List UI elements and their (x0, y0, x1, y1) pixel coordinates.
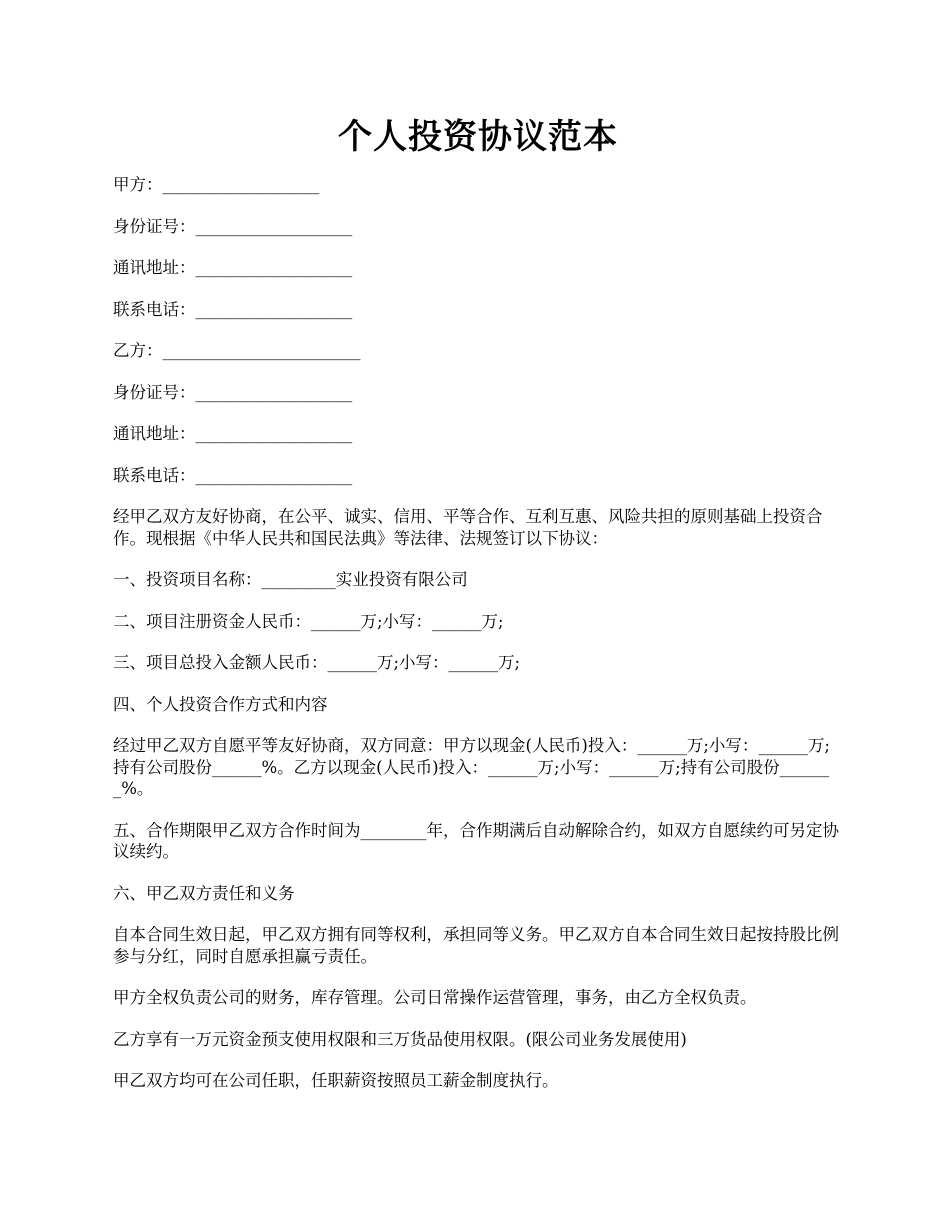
party-a-phone-field (113, 299, 843, 321)
section-2-registered-capital: 二、项目注册资金人民币：______万;小写：______万; (113, 611, 504, 631)
party-b-address-field (113, 423, 843, 445)
preamble-paragraph: 经甲乙双方友好协商，在公平、诚实、信用、平等合作、互利互惠、风险共担的原则基础上投资合作。现根据《中华人民共和国民法典》等法律、法规签订以下协议： (113, 507, 823, 548)
party-a-name-line: 甲方：___________________ (113, 175, 320, 194)
section-4-content: 经过甲乙双方自愿平等友好协商，双方同意：甲方以现金(人民币)投入：______万;小写：______万;持有公司股份______%。乙方以现金(人民币)投入：______万;小写：______万;持有公司股份_______%。 (113, 736, 830, 798)
section-6-rights-paragraph: 自本合同生效日起，甲乙双方拥有同等权利，承担同等义务。甲乙双方自本合同生效日起按持股比例参与分红，同时自愿承担赢亏责任。 (113, 925, 839, 966)
document-page (113, 110, 843, 1112)
section-6-heading: 六、甲乙双方责任和义务 (113, 883, 295, 903)
party-a-phone-line: 联系电话：___________________ (113, 299, 353, 319)
party-b-field (113, 340, 843, 362)
section-6-advance-paragraph: 乙方享有一万元资金预支使用权限和三万货品使用权限。(限公司业务发展使用) (113, 1029, 687, 1049)
section-6-employment-paragraph: 甲乙双方均可在公司任职，任职薪资按照员工薪金制度执行。 (113, 1071, 559, 1090)
section-3-total-investment: 三、项目总投入金额人民币：______万;小写：______万; (113, 653, 521, 672)
party-b-id-line: 身份证号：___________________ (113, 382, 353, 402)
party-a-id-field (113, 216, 843, 238)
document-title: 个人投资协议范本 (338, 117, 618, 157)
party-a-id-line: 身份证号：___________________ (113, 216, 353, 236)
section-6-management-paragraph: 甲方全权负责公司的财务，库存管理。公司日常操作运营管理，事务，由乙方全权负责。 (113, 988, 757, 1007)
party-b-phone-line: 联系电话：___________________ (113, 465, 353, 485)
party-a-address-field (113, 257, 843, 279)
section-4-heading: 四、个人投资合作方式和内容 (113, 694, 328, 714)
party-b-address-line: 通讯地址：___________________ (113, 424, 353, 443)
party-b-name-line: 乙方：________________________ (113, 341, 361, 360)
section-5-term: 五、合作期限甲乙双方合作时间为________年，合作期满后自动解除合约，如双方自愿续约可另定协议续约。 (113, 820, 839, 861)
section-1-project-name: 一、投资项目名称：_________实业投资有限公司 (113, 570, 468, 589)
party-b-id-field (113, 382, 843, 404)
party-a-address-line: 通讯地址：___________________ (113, 258, 353, 277)
party-a-field (113, 174, 843, 196)
party-b-phone-field (113, 465, 843, 487)
